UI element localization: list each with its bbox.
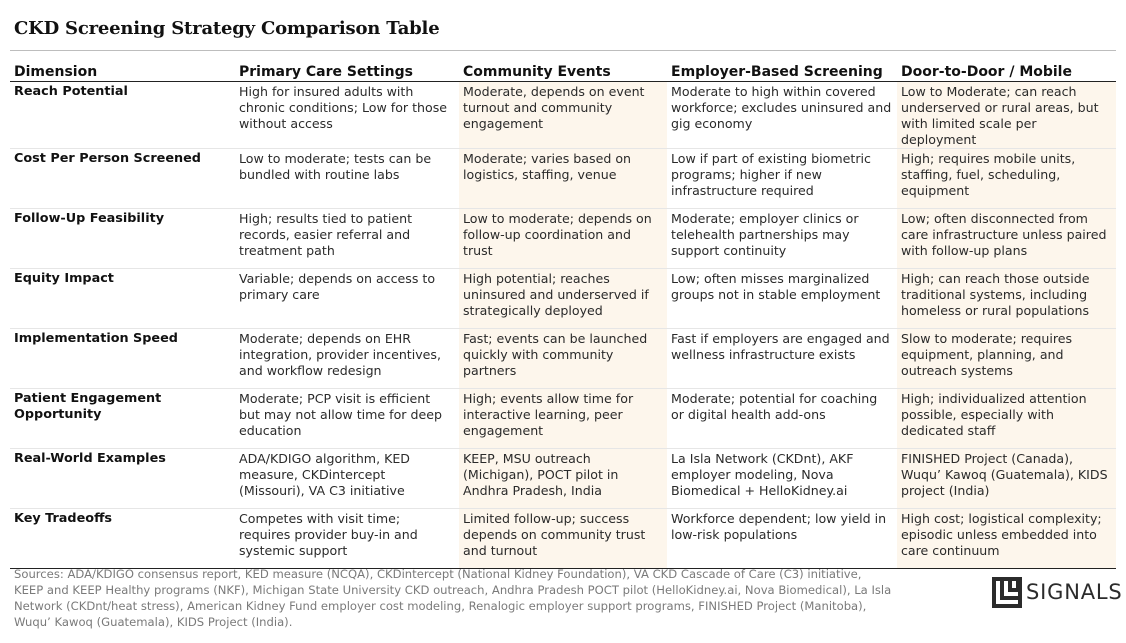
table-cell: Fast; events can be launched quickly with community partners: [459, 328, 667, 388]
table-cell: Fast if employers are engaged and wellness infrastructure exists: [667, 328, 897, 388]
header-door-to-door: Door-to-Door / Mobile: [897, 57, 1116, 81]
table-cell: High cost; logistical complexity; episodic unless embedded into care continuum: [897, 508, 1116, 568]
header-primary-care: Primary Care Settings: [235, 57, 459, 81]
table-cell: High; results tied to patient records, easier referral and treatment path: [235, 208, 459, 268]
table-cell: High; can reach those outside traditional systems, including homeless or rural populations: [897, 268, 1116, 328]
table-cell: Low if part of existing biometric programs; higher if new infrastructure required: [667, 148, 897, 208]
table-cell: High for insured adults with chronic conditions; Low for those without access: [235, 81, 459, 148]
table-cell: Moderate; employer clinics or telehealth partnerships may support continuity: [667, 208, 897, 268]
table-row: [10, 508, 1116, 568]
table-cell: Moderate; PCP visit is efficient but may not allow time for deep education: [235, 388, 459, 448]
table-row: [10, 448, 1116, 508]
table-cell: La Isla Network (CKDnt), AKF employer modeling, Nova Biomedical + HelloKidney.ai: [667, 448, 897, 508]
table-row: [10, 81, 1116, 148]
table-cell: High; requires mobile units, staffing, fuel, scheduling, equipment: [897, 148, 1116, 208]
table-cell: Moderate to high within covered workforce; excludes uninsured and gig economy: [667, 81, 897, 148]
table-row: [10, 208, 1116, 268]
table-cell: Moderate; varies based on logistics, staffing, venue: [459, 148, 667, 208]
table-cell: Low to Moderate; can reach underserved or rural areas, but with limited scale per deployment: [897, 81, 1116, 148]
table-cell: Moderate, depends on event turnout and community engagement: [459, 81, 667, 148]
title-divider: [10, 50, 1116, 51]
signals-logo-icon: [992, 577, 1022, 608]
table-cell: Low to moderate; tests can be bundled with routine labs: [235, 148, 459, 208]
table-cell: Slow to moderate; requires equipment, planning, and outreach systems: [897, 328, 1116, 388]
table-row: [10, 148, 1116, 208]
table-cell: Low; often disconnected from care infrastructure unless paired with follow-up plans: [897, 208, 1116, 268]
table-row: [10, 328, 1116, 388]
table-cell: Low; often misses marginalized groups not in stable employment: [667, 268, 897, 328]
table-cell: Low to moderate; depends on follow-up coordination and trust: [459, 208, 667, 268]
table-row: [10, 268, 1116, 328]
table-cell: FINISHED Project (Canada), Wuqu’ Kawoq (Guatemala), KIDS project (India): [897, 448, 1116, 508]
table-row: [10, 388, 1116, 448]
header-dimension: Dimension: [10, 57, 235, 81]
row-dimension: Real-World Examples: [10, 448, 235, 508]
table-cell: KEEP, MSU outreach (Michigan), POCT pilot in Andhra Pradesh, India: [459, 448, 667, 508]
table-cell: Competes with visit time; requires provider buy-in and systemic support: [235, 508, 459, 568]
row-dimension: Key Tradeoffs: [10, 508, 235, 568]
comparison-table: [10, 57, 1116, 569]
table-cell: High potential; reaches uninsured and underserved if strategically deployed: [459, 268, 667, 328]
table-cell: Variable; depends on access to primary care: [235, 268, 459, 328]
row-dimension: Follow-Up Feasibility: [10, 208, 235, 268]
row-dimension: Equity Impact: [10, 268, 235, 328]
row-dimension: Patient Engagement Opportunity: [10, 388, 235, 448]
header-community-events: Community Events: [459, 57, 667, 81]
table-cell: High; individualized attention possible, especially with dedicated staff: [897, 388, 1116, 448]
table-cell: Workforce dependent; low yield in low-risk populations: [667, 508, 897, 568]
row-dimension: Reach Potential: [10, 81, 235, 148]
table-cell: Moderate; depends on EHR integration, provider incentives, and workflow redesign: [235, 328, 459, 388]
table-header-row: [10, 57, 1116, 81]
row-dimension: Implementation Speed: [10, 328, 235, 388]
table-cell: Moderate; potential for coaching or digital health add-ons: [667, 388, 897, 448]
table-cell: Limited follow-up; success depends on community trust and turnout: [459, 508, 667, 568]
row-dimension: Cost Per Person Screened: [10, 148, 235, 208]
table-cell: High; events allow time for interactive learning, peer engagement: [459, 388, 667, 448]
table-cell: ADA/KDIGO algorithm, KED measure, CKDintercept (Missouri), VA C3 initiative: [235, 448, 459, 508]
signals-logo: [992, 577, 1123, 608]
sources-footnote: Sources: ADA/KDIGO consensus report, KED measure (NCQA), CKDintercept (National Kidney Foundation), VA CKD Cascade of Care (C3) initiative, KEEP and KEEP Healthy programs (NKF), Michigan State University CKD outreach, Andhra Pradesh POCT pilot (HelloKidney.ai, Nova Biomedical), La Isla Network (CKDnt/heat stress), American Kidney Fund employer cost modeling, Renalogic employer support programs, FINISHED Project (Manitoba), Wuqu’ Kawoq (Guatemala), KIDS Project (India).: [14, 567, 892, 629]
header-employer-based: Employer-Based Screening: [667, 57, 897, 81]
page-title: CKD Screening Strategy Comparison Table: [14, 18, 440, 39]
logo-wordmark: SIGNALS: [1026, 580, 1123, 604]
